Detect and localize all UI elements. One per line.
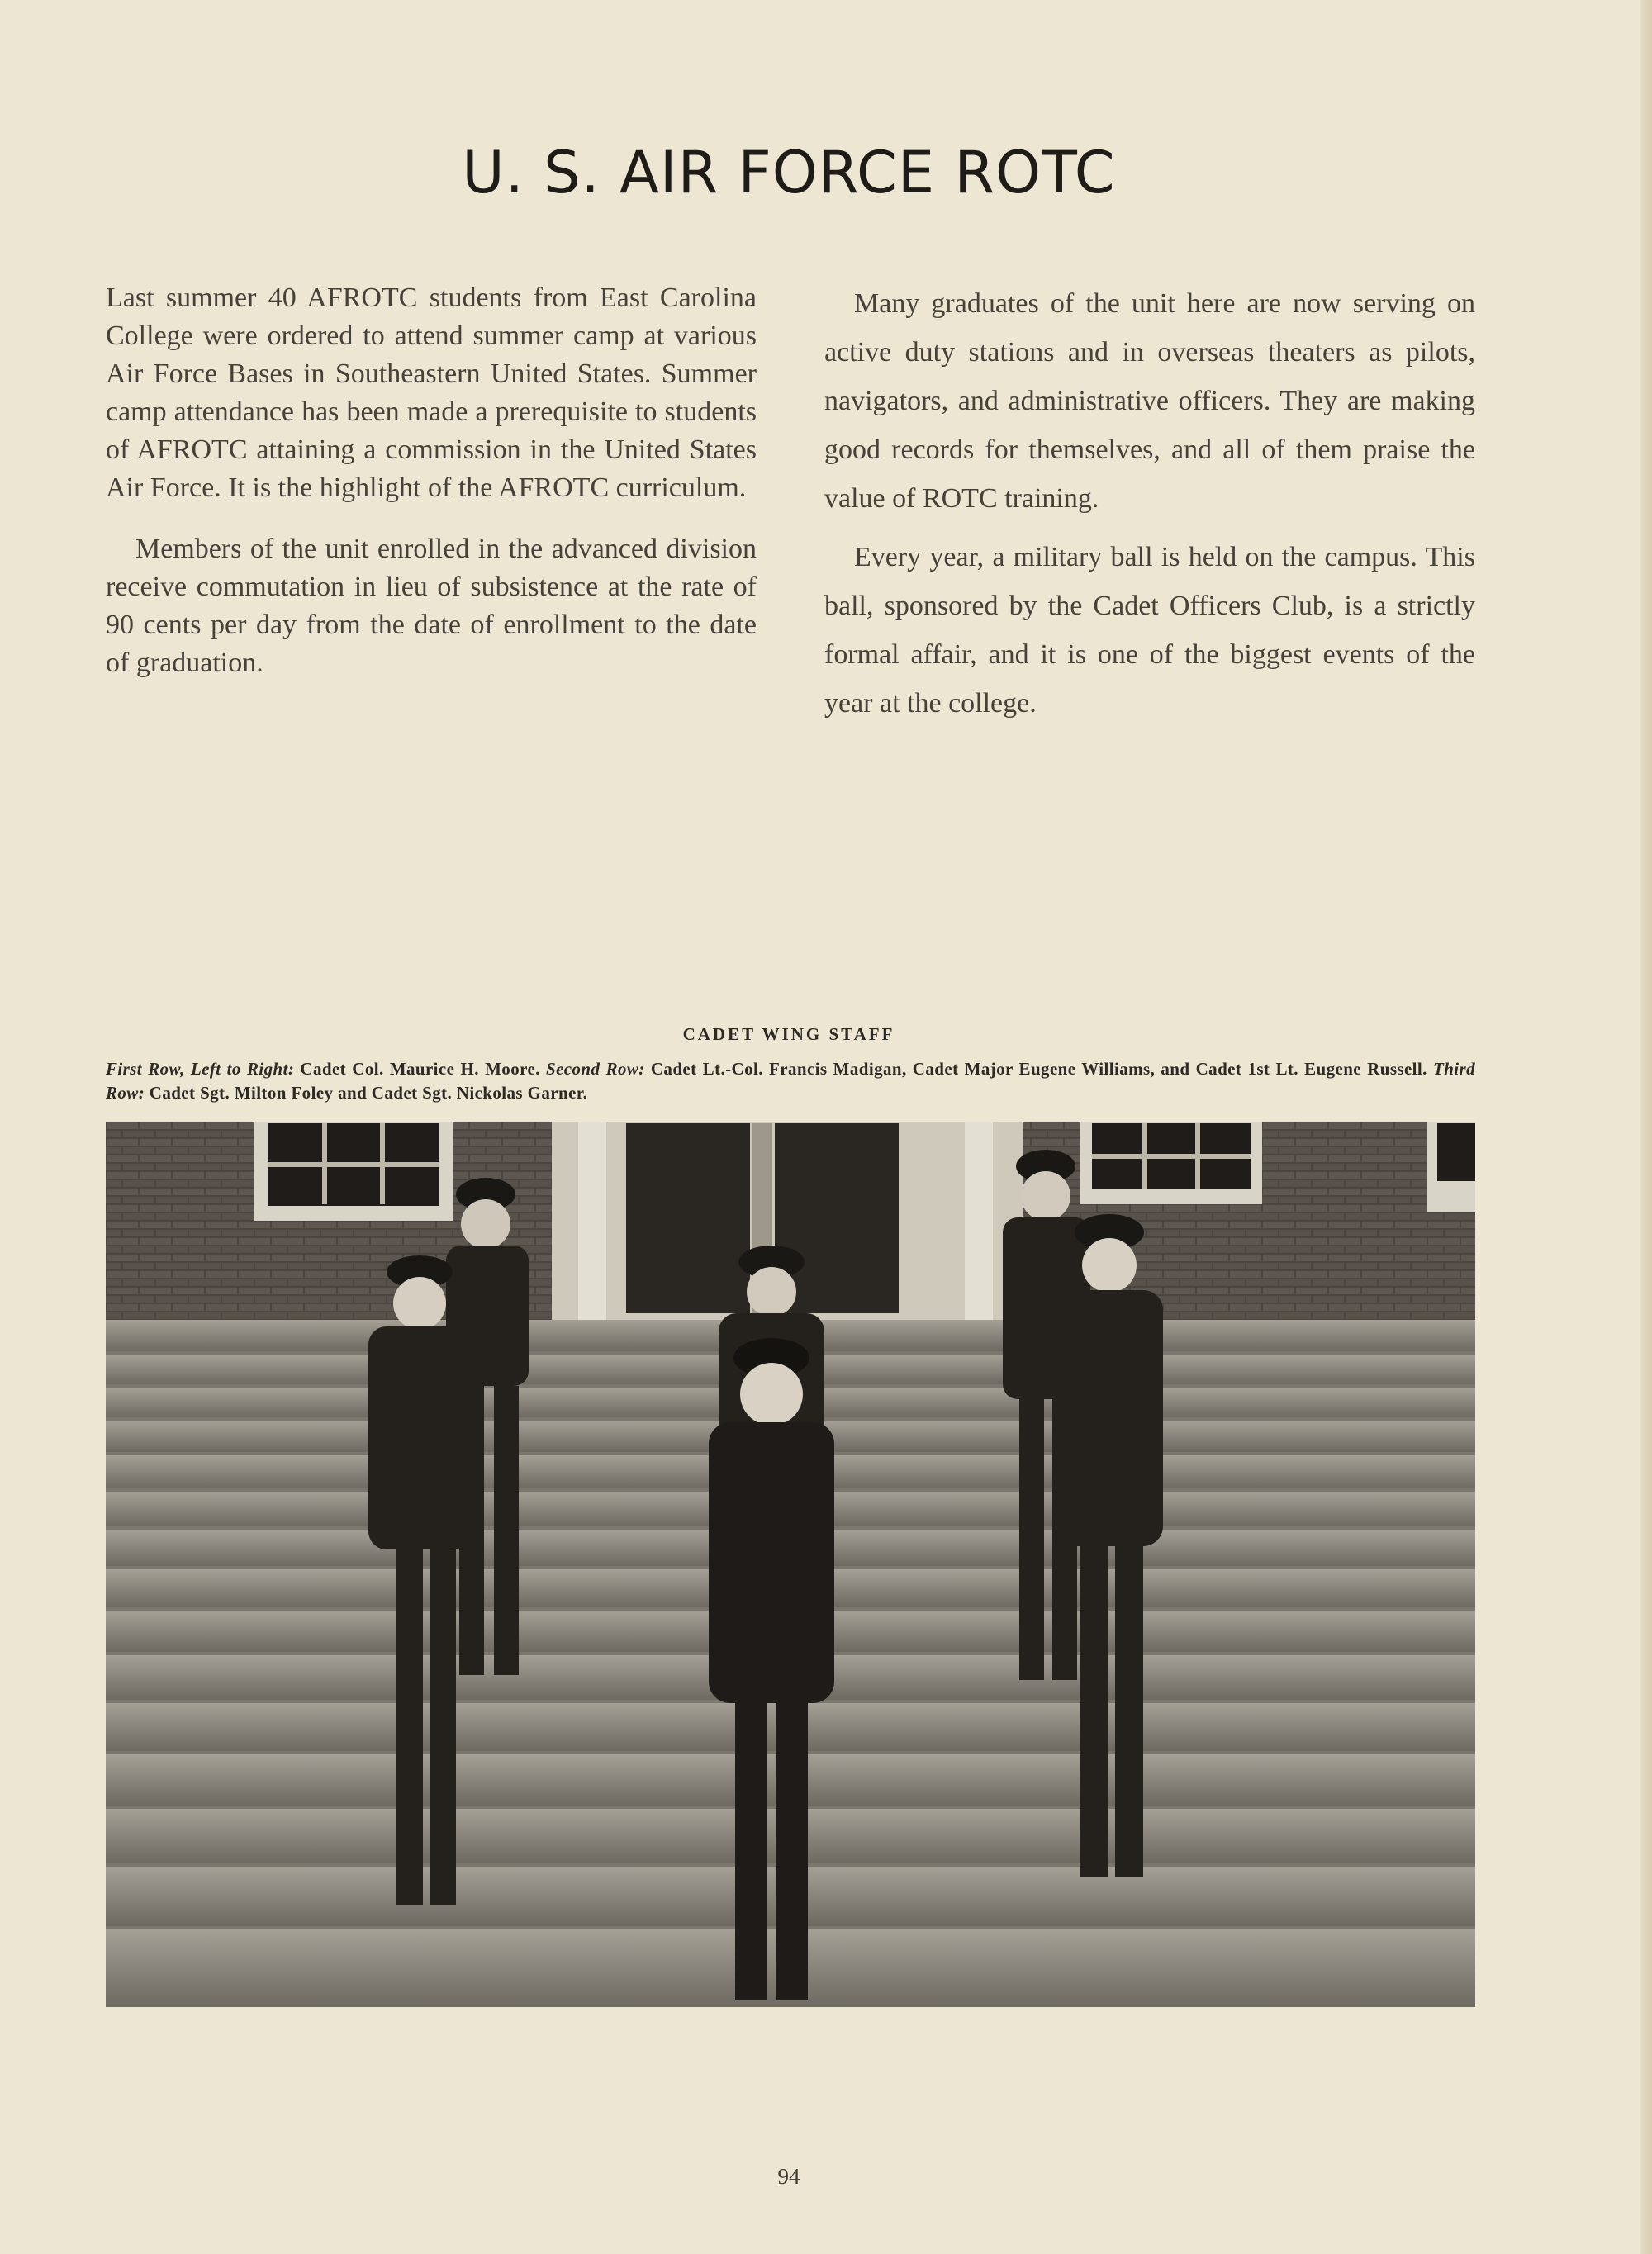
caption-row2-names: Cadet Lt.-Col. Francis Madigan, Cadet Major Eugene Williams, and Cadet 1st Lt. Eugene Russell. — [650, 1059, 1427, 1079]
right-paragraph-1: Many graduates of the unit here are now serving on active duty stations and in overseas theaters as pilots, navigators, and administrative officers. They are making good records for themselves, and all of them praise the value of ROTC training. — [824, 288, 1475, 514]
photo-caption — [106, 1057, 1475, 1105]
caption-row1-label: First Row, Left to Right: — [106, 1059, 295, 1079]
left-text-column — [106, 279, 757, 705]
page-number: 94 — [777, 2164, 800, 2189]
left-paragraph-2: Members of the unit enrolled in the advanced division receive commutation in lieu of subsistence at the rate of 90 cents per day from the date of enrollment to the date of graduation. — [106, 534, 757, 678]
photo-illustration — [106, 1122, 1475, 2007]
door-left — [626, 1123, 750, 1313]
cadet-wing-staff-photo — [106, 1122, 1475, 2007]
right-paragraph-2: Every year, a military ball is held on the campus. This ball, sponsored by the Cadet Officers Club, is a strictly formal affair, and it is one of the biggest events of the year at the college. — [824, 542, 1475, 719]
caption-row3-label: Third Row: — [106, 1059, 1475, 1103]
caption-row3-names: Cadet Sgt. Milton Foley and Cadet Sgt. Nickolas Garner. — [149, 1083, 588, 1103]
right-text-column — [824, 279, 1475, 738]
caption-row2-label: Second Row: — [546, 1059, 645, 1079]
photo-heading: CADET WING STAFF — [682, 1024, 895, 1044]
left-paragraph-1: Last summer 40 AFROTC students from East Carolina College were ordered to attend summer camp at various Air Force Bases in Southeastern United States. Summer camp attendance has been made a prerequisite to students of AFROTC attaining a commission in the United States Air Force. It is the highlight of the AFROTC curriculum. — [106, 282, 757, 503]
caption-row1-names: Cadet Col. Maurice H. Moore. — [300, 1059, 540, 1079]
page-edge — [1640, 0, 1652, 2254]
page-title: U. S. AIR FORCE ROTC — [462, 139, 1116, 206]
